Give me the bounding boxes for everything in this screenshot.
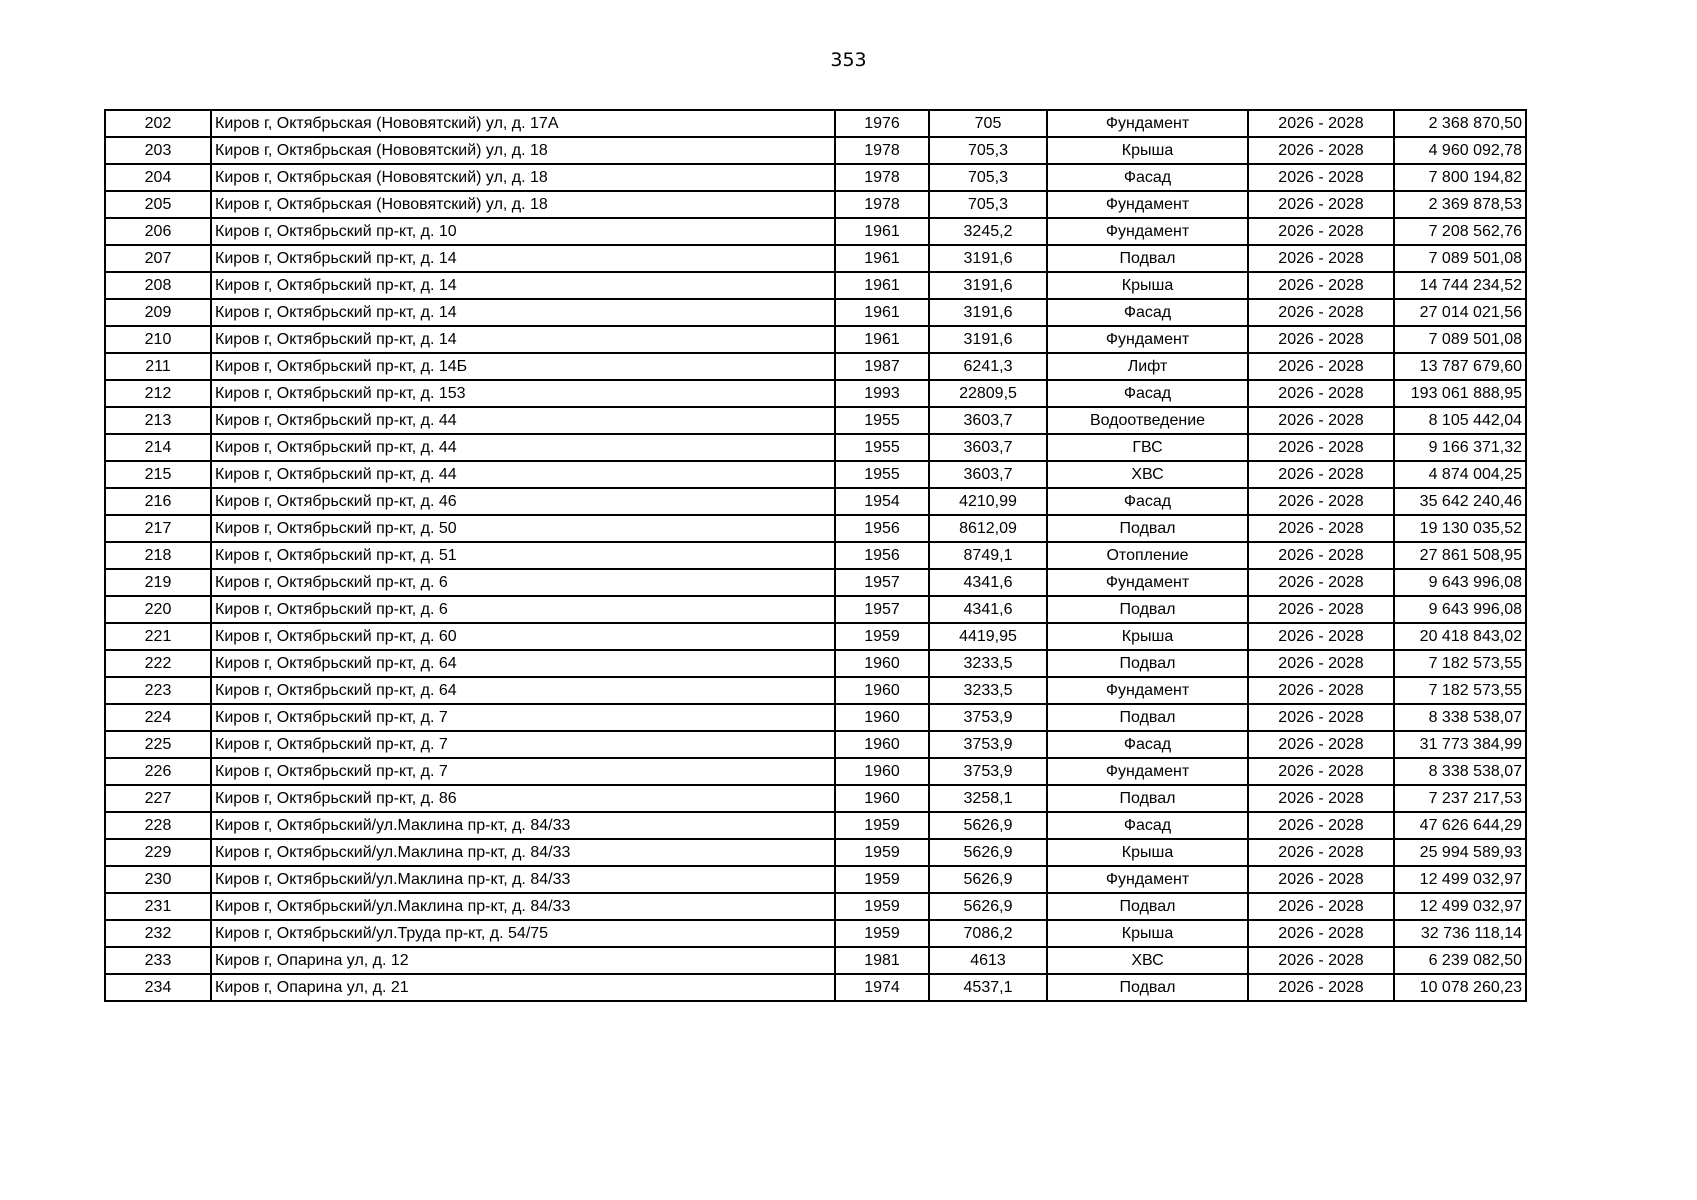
area-cell: 6241,3 [929, 353, 1047, 380]
table-row [105, 596, 1526, 623]
year-built-cell: 1956 [835, 515, 929, 542]
address-cell: Киров г, Октябрьский пр-кт, д. 14 [211, 326, 835, 353]
work-type-cell: Лифт [1047, 353, 1248, 380]
area-cell: 7086,2 [929, 920, 1047, 947]
cost-cell: 7 182 573,55 [1394, 677, 1526, 704]
area-cell: 5626,9 [929, 812, 1047, 839]
year-built-cell: 1956 [835, 542, 929, 569]
work-type-cell: Фасад [1047, 380, 1248, 407]
address-cell: Киров г, Октябрьский/ул.Маклина пр-кт, д. 84/33 [211, 893, 835, 920]
table-row [105, 839, 1526, 866]
work-type-cell: Фундамент [1047, 758, 1248, 785]
cost-cell: 2 368 870,50 [1394, 110, 1526, 137]
table-row [105, 434, 1526, 461]
year-built-cell: 1960 [835, 650, 929, 677]
cost-cell: 9 166 371,32 [1394, 434, 1526, 461]
table-row [105, 380, 1526, 407]
cost-cell: 12 499 032,97 [1394, 893, 1526, 920]
work-type-cell: Подвал [1047, 785, 1248, 812]
area-cell: 4341,6 [929, 569, 1047, 596]
work-type-cell: Крыша [1047, 839, 1248, 866]
work-type-cell: ГВС [1047, 434, 1248, 461]
address-cell: Киров г, Октябрьский пр-кт, д. 46 [211, 488, 835, 515]
period-cell: 2026 - 2028 [1248, 758, 1394, 785]
table-row [105, 893, 1526, 920]
cost-cell: 9 643 996,08 [1394, 569, 1526, 596]
cost-cell: 27 014 021,56 [1394, 299, 1526, 326]
cost-cell: 35 642 240,46 [1394, 488, 1526, 515]
table-row [105, 137, 1526, 164]
address-cell: Киров г, Октябрьский пр-кт, д. 14 [211, 245, 835, 272]
address-cell: Киров г, Октябрьский пр-кт, д. 51 [211, 542, 835, 569]
address-cell: Киров г, Октябрьский пр-кт, д. 6 [211, 596, 835, 623]
work-type-cell: Подвал [1047, 893, 1248, 920]
row-number-cell: 212 [105, 380, 211, 407]
table-row [105, 569, 1526, 596]
period-cell: 2026 - 2028 [1248, 272, 1394, 299]
row-number-cell: 231 [105, 893, 211, 920]
cost-cell: 32 736 118,14 [1394, 920, 1526, 947]
work-type-cell: Подвал [1047, 515, 1248, 542]
year-built-cell: 1957 [835, 569, 929, 596]
address-cell: Киров г, Октябрьский пр-кт, д. 6 [211, 569, 835, 596]
period-cell: 2026 - 2028 [1248, 461, 1394, 488]
address-cell: Киров г, Октябрьский пр-кт, д. 7 [211, 704, 835, 731]
period-cell: 2026 - 2028 [1248, 218, 1394, 245]
area-cell: 3753,9 [929, 704, 1047, 731]
row-number-cell: 232 [105, 920, 211, 947]
address-cell: Киров г, Октябрьский пр-кт, д. 44 [211, 407, 835, 434]
area-cell: 3245,2 [929, 218, 1047, 245]
row-number-cell: 202 [105, 110, 211, 137]
work-type-cell: Отопление [1047, 542, 1248, 569]
year-built-cell: 1960 [835, 758, 929, 785]
work-type-cell: Фундамент [1047, 110, 1248, 137]
area-cell: 705,3 [929, 164, 1047, 191]
work-type-cell: ХВС [1047, 947, 1248, 974]
period-cell: 2026 - 2028 [1248, 893, 1394, 920]
address-cell: Киров г, Октябрьский пр-кт, д. 14Б [211, 353, 835, 380]
period-cell: 2026 - 2028 [1248, 299, 1394, 326]
area-cell: 4210,99 [929, 488, 1047, 515]
area-cell: 4613 [929, 947, 1047, 974]
address-cell: Киров г, Октябрьский пр-кт, д. 64 [211, 650, 835, 677]
work-type-cell: Подвал [1047, 974, 1248, 1001]
address-cell: Киров г, Октябрьская (Нововятский) ул, д. 17А [211, 110, 835, 137]
area-cell: 4419,95 [929, 623, 1047, 650]
address-cell: Киров г, Октябрьский пр-кт, д. 44 [211, 461, 835, 488]
work-type-cell: Фундамент [1047, 218, 1248, 245]
cost-cell: 8 338 538,07 [1394, 758, 1526, 785]
row-number-cell: 216 [105, 488, 211, 515]
cost-cell: 7 237 217,53 [1394, 785, 1526, 812]
cost-cell: 7 089 501,08 [1394, 326, 1526, 353]
work-type-cell: Крыша [1047, 272, 1248, 299]
work-type-cell: Крыша [1047, 137, 1248, 164]
area-cell: 3258,1 [929, 785, 1047, 812]
period-cell: 2026 - 2028 [1248, 326, 1394, 353]
table-row [105, 866, 1526, 893]
area-cell: 705,3 [929, 191, 1047, 218]
year-built-cell: 1959 [835, 866, 929, 893]
address-cell: Киров г, Октябрьский пр-кт, д. 153 [211, 380, 835, 407]
row-number-cell: 233 [105, 947, 211, 974]
cost-cell: 7 208 562,76 [1394, 218, 1526, 245]
period-cell: 2026 - 2028 [1248, 515, 1394, 542]
table-row [105, 677, 1526, 704]
table-row [105, 515, 1526, 542]
period-cell: 2026 - 2028 [1248, 920, 1394, 947]
row-number-cell: 220 [105, 596, 211, 623]
row-number-cell: 209 [105, 299, 211, 326]
address-cell: Киров г, Октябрьский пр-кт, д. 7 [211, 758, 835, 785]
area-cell: 3191,6 [929, 326, 1047, 353]
period-cell: 2026 - 2028 [1248, 839, 1394, 866]
year-built-cell: 1955 [835, 434, 929, 461]
work-type-cell: Фундамент [1047, 866, 1248, 893]
table-row [105, 164, 1526, 191]
work-type-cell: Фасад [1047, 488, 1248, 515]
period-cell: 2026 - 2028 [1248, 947, 1394, 974]
address-cell: Киров г, Октябрьский пр-кт, д. 10 [211, 218, 835, 245]
cost-cell: 7 182 573,55 [1394, 650, 1526, 677]
table-row [105, 191, 1526, 218]
cost-cell: 193 061 888,95 [1394, 380, 1526, 407]
cost-cell: 7 800 194,82 [1394, 164, 1526, 191]
period-cell: 2026 - 2028 [1248, 785, 1394, 812]
row-number-cell: 218 [105, 542, 211, 569]
year-built-cell: 1978 [835, 191, 929, 218]
table-row [105, 731, 1526, 758]
row-number-cell: 226 [105, 758, 211, 785]
period-cell: 2026 - 2028 [1248, 866, 1394, 893]
area-cell: 3603,7 [929, 407, 1047, 434]
area-cell: 705,3 [929, 137, 1047, 164]
year-built-cell: 1981 [835, 947, 929, 974]
period-cell: 2026 - 2028 [1248, 812, 1394, 839]
period-cell: 2026 - 2028 [1248, 704, 1394, 731]
period-cell: 2026 - 2028 [1248, 245, 1394, 272]
work-type-cell: Фасад [1047, 812, 1248, 839]
year-built-cell: 1959 [835, 839, 929, 866]
period-cell: 2026 - 2028 [1248, 731, 1394, 758]
table-row [105, 218, 1526, 245]
area-cell: 22809,5 [929, 380, 1047, 407]
area-cell: 3753,9 [929, 731, 1047, 758]
address-cell: Киров г, Октябрьский пр-кт, д. 44 [211, 434, 835, 461]
address-cell: Киров г, Опарина ул, д. 12 [211, 947, 835, 974]
cost-cell: 31 773 384,99 [1394, 731, 1526, 758]
table-row [105, 704, 1526, 731]
year-built-cell: 1957 [835, 596, 929, 623]
year-built-cell: 1959 [835, 812, 929, 839]
address-cell: Киров г, Октябрьский пр-кт, д. 50 [211, 515, 835, 542]
year-built-cell: 1954 [835, 488, 929, 515]
period-cell: 2026 - 2028 [1248, 542, 1394, 569]
year-built-cell: 1960 [835, 704, 929, 731]
work-type-cell: Фасад [1047, 299, 1248, 326]
table-row [105, 947, 1526, 974]
cost-cell: 8 338 538,07 [1394, 704, 1526, 731]
capital-repair-table [104, 109, 1527, 1002]
period-cell: 2026 - 2028 [1248, 191, 1394, 218]
area-cell: 5626,9 [929, 893, 1047, 920]
work-type-cell: Подвал [1047, 596, 1248, 623]
row-number-cell: 206 [105, 218, 211, 245]
area-cell: 3603,7 [929, 461, 1047, 488]
table-row [105, 326, 1526, 353]
year-built-cell: 1976 [835, 110, 929, 137]
cost-cell: 25 994 589,93 [1394, 839, 1526, 866]
period-cell: 2026 - 2028 [1248, 110, 1394, 137]
period-cell: 2026 - 2028 [1248, 650, 1394, 677]
year-built-cell: 1993 [835, 380, 929, 407]
work-type-cell: Фундамент [1047, 191, 1248, 218]
row-number-cell: 234 [105, 974, 211, 1001]
address-cell: Киров г, Опарина ул, д. 21 [211, 974, 835, 1001]
row-number-cell: 208 [105, 272, 211, 299]
cost-cell: 7 089 501,08 [1394, 245, 1526, 272]
area-cell: 4341,6 [929, 596, 1047, 623]
table-row [105, 272, 1526, 299]
row-number-cell: 205 [105, 191, 211, 218]
cost-cell: 12 499 032,97 [1394, 866, 1526, 893]
work-type-cell: Подвал [1047, 245, 1248, 272]
cost-cell: 4 960 092,78 [1394, 137, 1526, 164]
cost-cell: 27 861 508,95 [1394, 542, 1526, 569]
period-cell: 2026 - 2028 [1248, 380, 1394, 407]
row-number-cell: 213 [105, 407, 211, 434]
cost-cell: 14 744 234,52 [1394, 272, 1526, 299]
table-row [105, 785, 1526, 812]
table-body [105, 110, 1526, 1001]
work-type-cell: Крыша [1047, 623, 1248, 650]
address-cell: Киров г, Октябрьский пр-кт, д. 60 [211, 623, 835, 650]
table-row [105, 650, 1526, 677]
area-cell: 3753,9 [929, 758, 1047, 785]
table-row [105, 623, 1526, 650]
row-number-cell: 229 [105, 839, 211, 866]
area-cell: 3233,5 [929, 677, 1047, 704]
row-number-cell: 210 [105, 326, 211, 353]
year-built-cell: 1960 [835, 785, 929, 812]
table-row [105, 353, 1526, 380]
row-number-cell: 225 [105, 731, 211, 758]
table-row [105, 812, 1526, 839]
period-cell: 2026 - 2028 [1248, 164, 1394, 191]
row-number-cell: 219 [105, 569, 211, 596]
period-cell: 2026 - 2028 [1248, 353, 1394, 380]
table-row [105, 461, 1526, 488]
year-built-cell: 1961 [835, 245, 929, 272]
table-row [105, 758, 1526, 785]
cost-cell: 13 787 679,60 [1394, 353, 1526, 380]
address-cell: Киров г, Октябрьский пр-кт, д. 14 [211, 272, 835, 299]
work-type-cell: ХВС [1047, 461, 1248, 488]
area-cell: 3191,6 [929, 272, 1047, 299]
cost-cell: 19 130 035,52 [1394, 515, 1526, 542]
table-row [105, 407, 1526, 434]
table-row [105, 245, 1526, 272]
year-built-cell: 1961 [835, 326, 929, 353]
row-number-cell: 207 [105, 245, 211, 272]
address-cell: Киров г, Октябрьский пр-кт, д. 86 [211, 785, 835, 812]
year-built-cell: 1978 [835, 164, 929, 191]
area-cell: 3233,5 [929, 650, 1047, 677]
page-number: 353 [830, 49, 867, 71]
cost-cell: 47 626 644,29 [1394, 812, 1526, 839]
table-row [105, 299, 1526, 326]
work-type-cell: Фундамент [1047, 569, 1248, 596]
year-built-cell: 1961 [835, 218, 929, 245]
row-number-cell: 230 [105, 866, 211, 893]
year-built-cell: 1961 [835, 299, 929, 326]
row-number-cell: 227 [105, 785, 211, 812]
work-type-cell: Подвал [1047, 650, 1248, 677]
area-cell: 5626,9 [929, 839, 1047, 866]
cost-cell: 20 418 843,02 [1394, 623, 1526, 650]
year-built-cell: 1974 [835, 974, 929, 1001]
cost-cell: 9 643 996,08 [1394, 596, 1526, 623]
period-cell: 2026 - 2028 [1248, 569, 1394, 596]
area-cell: 8612,09 [929, 515, 1047, 542]
work-type-cell: Фасад [1047, 164, 1248, 191]
area-cell: 3191,6 [929, 299, 1047, 326]
work-type-cell: Фасад [1047, 731, 1248, 758]
address-cell: Киров г, Октябрьский пр-кт, д. 14 [211, 299, 835, 326]
address-cell: Киров г, Октябрьская (Нововятский) ул, д. 18 [211, 164, 835, 191]
period-cell: 2026 - 2028 [1248, 407, 1394, 434]
work-type-cell: Фундамент [1047, 326, 1248, 353]
area-cell: 8749,1 [929, 542, 1047, 569]
period-cell: 2026 - 2028 [1248, 434, 1394, 461]
year-built-cell: 1961 [835, 272, 929, 299]
period-cell: 2026 - 2028 [1248, 677, 1394, 704]
cost-cell: 4 874 004,25 [1394, 461, 1526, 488]
work-type-cell: Водоотведение [1047, 407, 1248, 434]
address-cell: Киров г, Октябрьский/ул.Труда пр-кт, д. 54/75 [211, 920, 835, 947]
row-number-cell: 228 [105, 812, 211, 839]
area-cell: 705 [929, 110, 1047, 137]
address-cell: Киров г, Октябрьский/ул.Маклина пр-кт, д. 84/33 [211, 812, 835, 839]
work-type-cell: Крыша [1047, 920, 1248, 947]
year-built-cell: 1960 [835, 677, 929, 704]
cost-cell: 10 078 260,23 [1394, 974, 1526, 1001]
row-number-cell: 204 [105, 164, 211, 191]
address-cell: Киров г, Октябрьский пр-кт, д. 64 [211, 677, 835, 704]
period-cell: 2026 - 2028 [1248, 974, 1394, 1001]
address-cell: Киров г, Октябрьский/ул.Маклина пр-кт, д. 84/33 [211, 839, 835, 866]
work-type-cell: Подвал [1047, 704, 1248, 731]
table-row [105, 488, 1526, 515]
row-number-cell: 203 [105, 137, 211, 164]
cost-cell: 8 105 442,04 [1394, 407, 1526, 434]
cost-cell: 2 369 878,53 [1394, 191, 1526, 218]
period-cell: 2026 - 2028 [1248, 596, 1394, 623]
area-cell: 4537,1 [929, 974, 1047, 1001]
year-built-cell: 1959 [835, 920, 929, 947]
area-cell: 5626,9 [929, 866, 1047, 893]
area-cell: 3603,7 [929, 434, 1047, 461]
table-row [105, 110, 1526, 137]
period-cell: 2026 - 2028 [1248, 488, 1394, 515]
row-number-cell: 214 [105, 434, 211, 461]
year-built-cell: 1955 [835, 407, 929, 434]
period-cell: 2026 - 2028 [1248, 137, 1394, 164]
row-number-cell: 215 [105, 461, 211, 488]
year-built-cell: 1987 [835, 353, 929, 380]
year-built-cell: 1955 [835, 461, 929, 488]
table-row [105, 920, 1526, 947]
cost-cell: 6 239 082,50 [1394, 947, 1526, 974]
table-row [105, 542, 1526, 569]
row-number-cell: 222 [105, 650, 211, 677]
address-cell: Киров г, Октябрьский пр-кт, д. 7 [211, 731, 835, 758]
row-number-cell: 224 [105, 704, 211, 731]
row-number-cell: 211 [105, 353, 211, 380]
year-built-cell: 1960 [835, 731, 929, 758]
period-cell: 2026 - 2028 [1248, 623, 1394, 650]
address-cell: Киров г, Октябрьский/ул.Маклина пр-кт, д. 84/33 [211, 866, 835, 893]
table-row [105, 974, 1526, 1001]
address-cell: Киров г, Октябрьская (Нововятский) ул, д. 18 [211, 137, 835, 164]
row-number-cell: 223 [105, 677, 211, 704]
work-type-cell: Фундамент [1047, 677, 1248, 704]
year-built-cell: 1978 [835, 137, 929, 164]
year-built-cell: 1959 [835, 893, 929, 920]
year-built-cell: 1959 [835, 623, 929, 650]
address-cell: Киров г, Октябрьская (Нововятский) ул, д. 18 [211, 191, 835, 218]
row-number-cell: 217 [105, 515, 211, 542]
row-number-cell: 221 [105, 623, 211, 650]
area-cell: 3191,6 [929, 245, 1047, 272]
